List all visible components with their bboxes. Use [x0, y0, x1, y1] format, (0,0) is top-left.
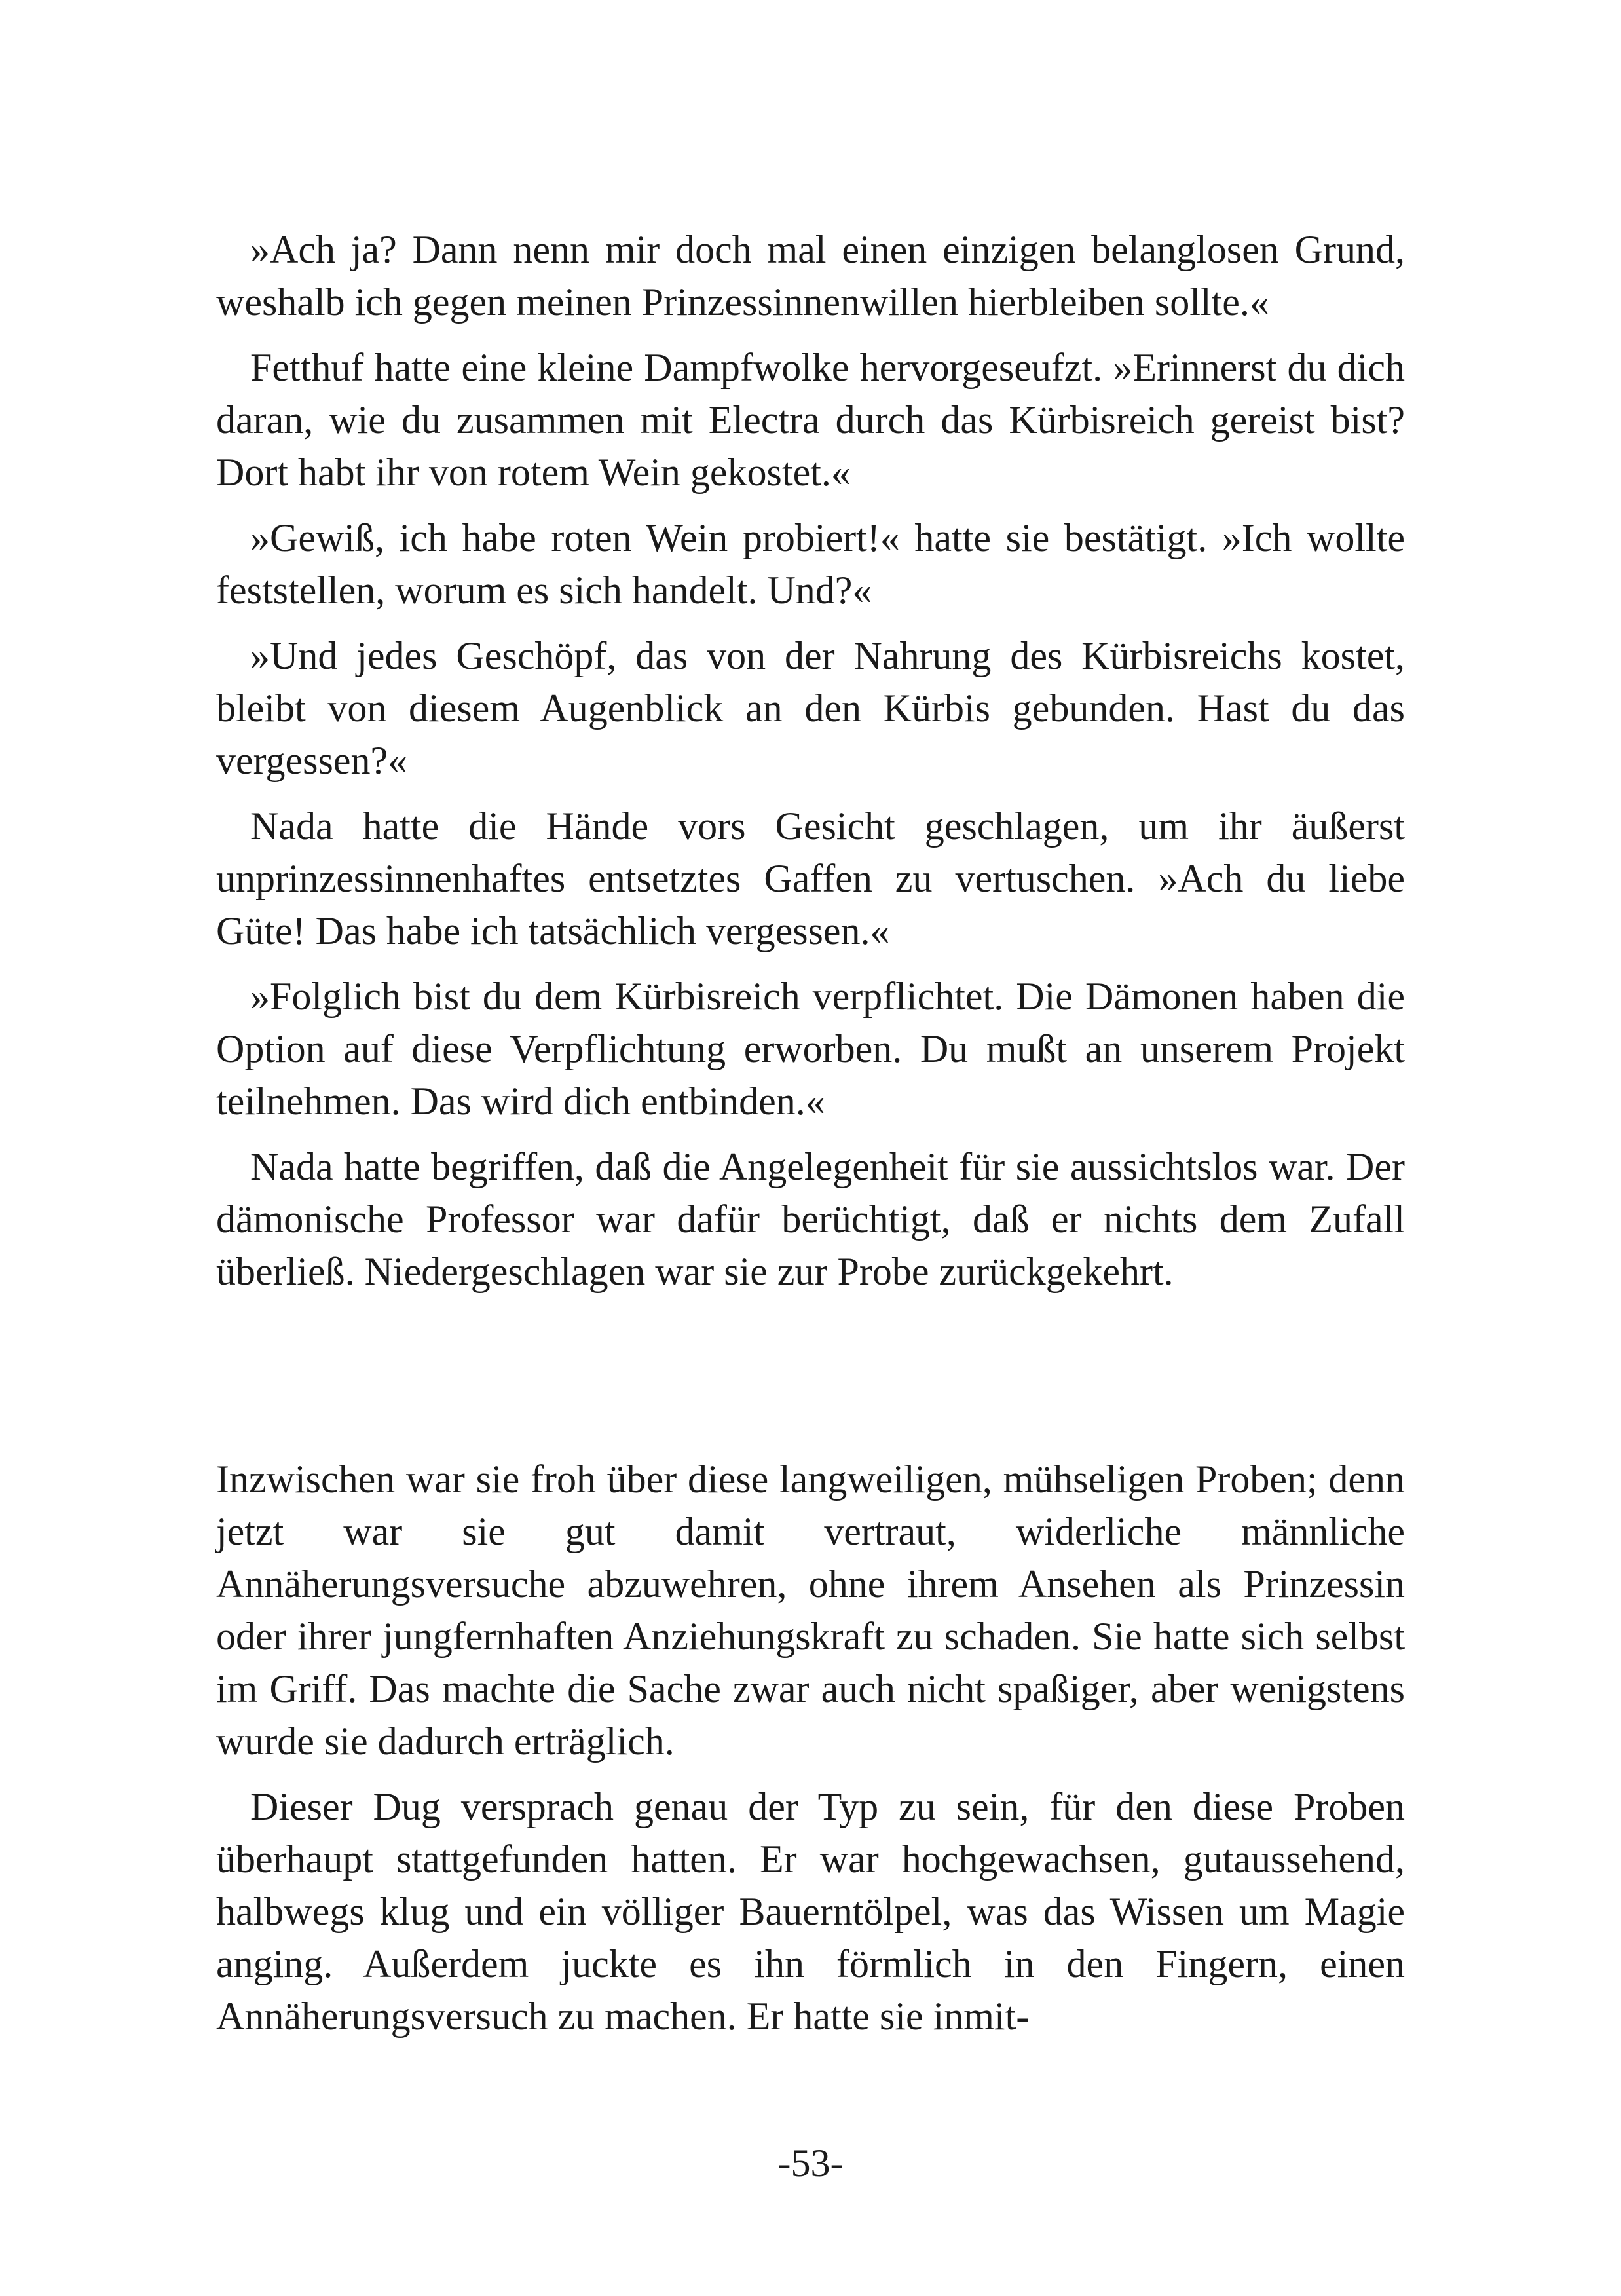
paragraph: Inzwischen war sie froh über diese langweiligen, mühseligen Proben; denn jetzt war sie gut damit vertraut, widerliche männliche Annäherungsversuche abzuwehren, ohne ihrem Ansehen als Prinzessin oder ihrer jungfernhaften Anziehungskraft zu schaden. Sie hatte sich selbst im Griff. Das machte die Sache zwar auch nicht spaßiger, aber wenigstens wurde sie dadurch erträglich.	[216, 1458, 1405, 1763]
paragraph: »Ach ja? Dann nenn mir doch mal einen einzigen belanglosen Grund, weshalb ich gegen meinen Prinzessinnenwillen hierbleiben sollte.«	[216, 228, 1405, 324]
text-section-two	[216, 1453, 1405, 2056]
paragraph: »Gewiß, ich habe roten Wein probiert!« hatte sie bestätigt. »Ich wollte feststellen, worum es sich handelt. Und?«	[216, 516, 1405, 612]
paragraph: »Folglich bist du dem Kürbisreich verpflichtet. Die Dämonen haben die Option auf diese Verpflichtung erworben. Du mußt an unserem Projekt teilnehmen. Das wird dich entbinden.«	[216, 975, 1405, 1123]
paragraph: Dieser Dug versprach genau der Typ zu sein, für den diese Proben überhaupt stattgefunden hatten. Er war hochgewachsen, gutaussehend, halbwegs klug und ein völliger Bauerntölpel, was das Wissen um Magie anging. Außerdem juckte es ihn förmlich in den Fingern, einen Annäherungsversuch zu machen. Er hatte sie inmit-	[216, 1785, 1405, 2038]
paragraph: Nada hatte die Hände vors Gesicht geschlagen, um ihr äußerst unprinzessinnenhaftes entsetztes Gaffen zu vertuschen. »Ach du liebe Güte! Das habe ich tatsächlich vergessen.«	[216, 804, 1405, 952]
paragraph: »Und jedes Geschöpf, das von der Nahrung des Kürbisreichs kostet, bleibt von diesem Augenblick an den Kürbis gebunden. Hast du das vergessen?«	[216, 634, 1405, 782]
page-number: -53-	[777, 2141, 844, 2185]
paragraph: Nada hatte begriffen, daß die Angelegenheit für sie aussichtslos war. Der dämonische Professor war dafür berüchtigt, daß er nichts dem Zufall überließ. Niedergeschlagen war sie zur Probe zurückgekehrt.	[216, 1145, 1405, 1293]
text-section-one	[216, 223, 1405, 1311]
paragraph: Fetthuf hatte eine kleine Dampfwolke hervorgeseufzt. »Erinnerst du dich daran, wie du zusammen mit Electra durch das Kürbisreich gereist bist? Dort habt ihr von rotem Wein gekostet.«	[216, 346, 1405, 494]
